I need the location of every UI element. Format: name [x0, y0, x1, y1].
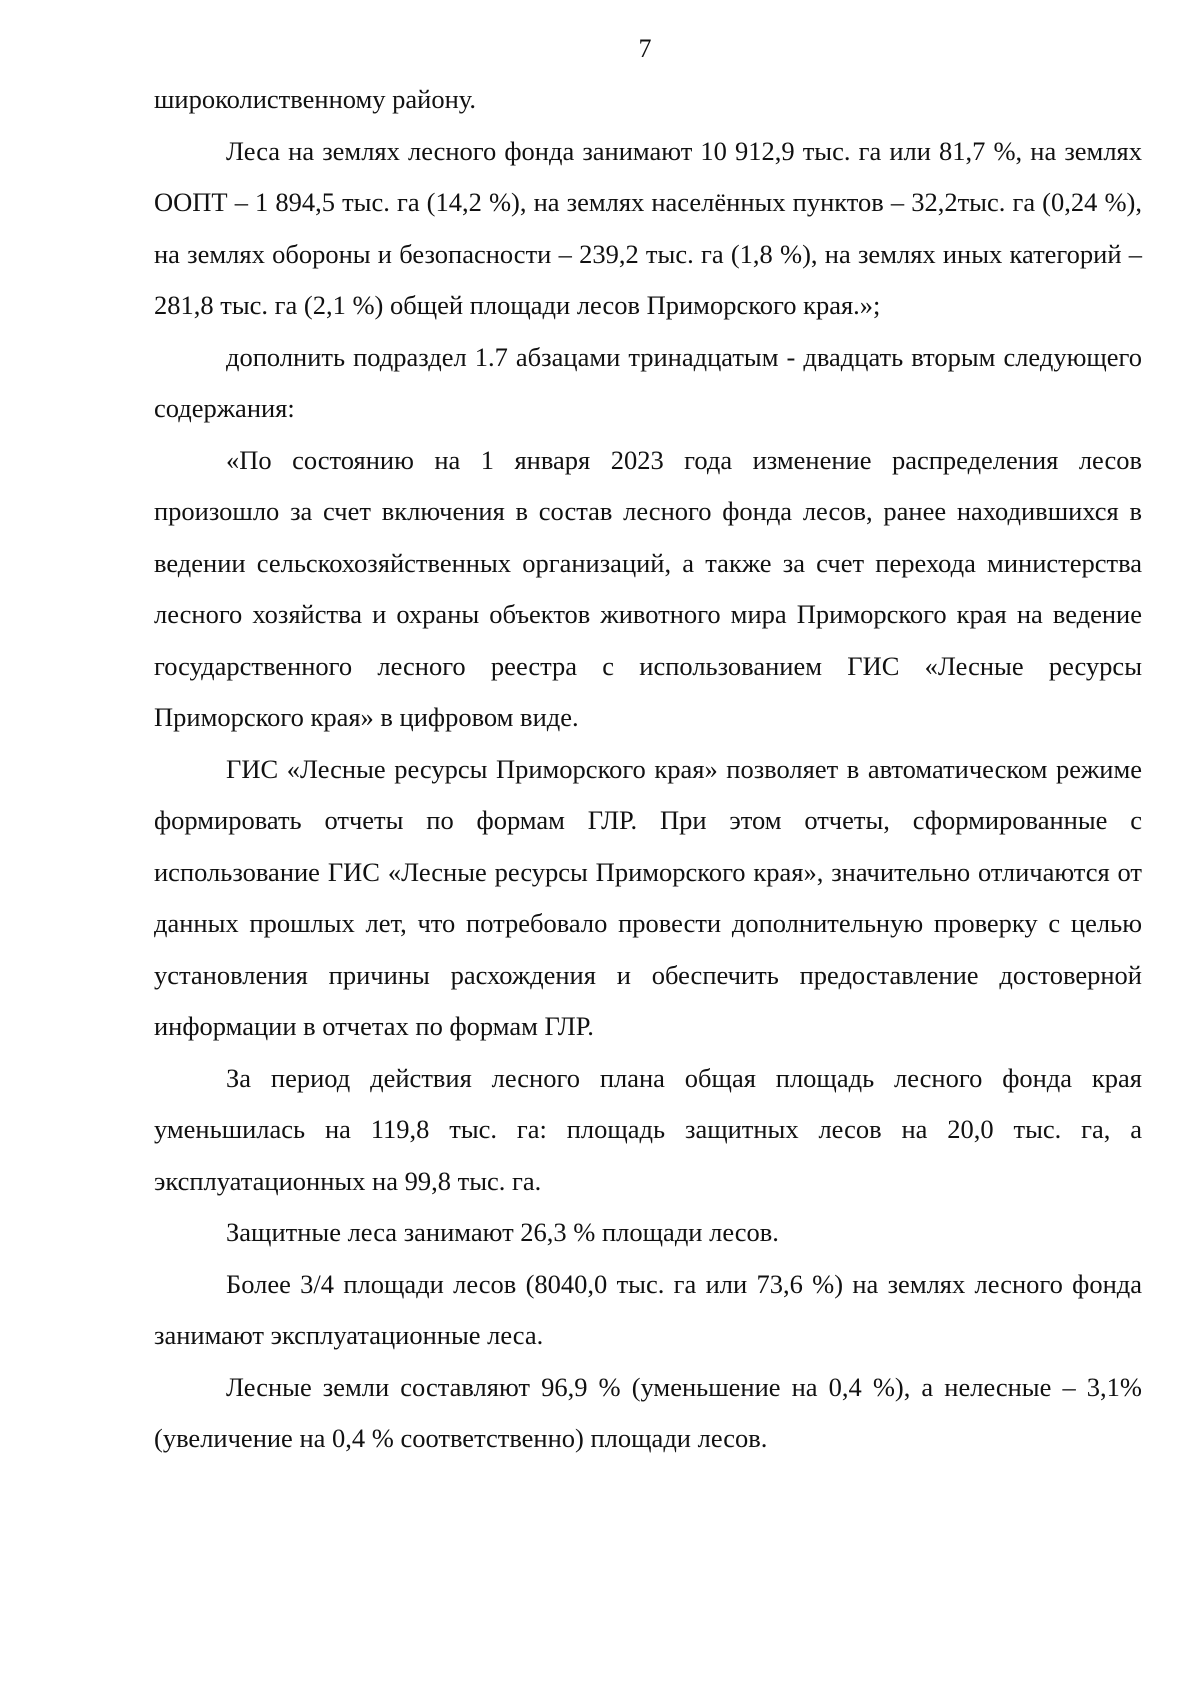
- paragraph-forest-lands: Леса на землях лесного фонда занимают 10 912,9 тыс. га или 81,7 %, на землях ООПТ – 1 894,5 тыс. га (14,2 %), на землях населённых пунктов – 32,2тыс. га (0,24 %), на землях обороны и безопасности – 239,2 тыс. га (1,8 %), на землях иных категорий – 281,8 тыс. га (2,1 %) общей площади лесов Приморского края.»;: [154, 135, 1142, 320]
- paragraph-gis-reports: ГИС «Лесные ресурсы Приморского края» позволяет в автоматическом режиме формировать отчеты по формам ГЛР. При этом отчеты, сформированные с использование ГИС «Лесные ресурсы Приморского края», значительно отличаются от данных прошлых лет, что потребовало провести дополнительную проверку с целью установления причины расхождения и обеспечить предоставление достоверной информации в отчетах по формам ГЛР.: [154, 753, 1142, 1041]
- paragraph-amendment: дополнить подраздел 1.7 абзацами тринадцатым - двадцать вторым следующего содержания:: [154, 341, 1142, 423]
- paragraph-protective-forests: Защитные леса занимают 26,3 % площади лесов.: [226, 1217, 779, 1247]
- document-body: [154, 74, 1142, 1465]
- page-number: 7: [638, 34, 652, 63]
- paragraph-distribution-change: «По состоянию на 1 января 2023 года изменение распределения лесов произошло за счет включения в состав лесного фонда лесов, ранее находившихся в ведении сельскохозяйственных организаций, а также за счет перехода министерства лесного хозяйства и охраны объектов животного мира Приморского края на ведение государственного лесного реестра с использованием ГИС «Лесные ресурсы Приморского края» в цифровом виде.: [154, 444, 1142, 732]
- paragraph-forest-land-share: Лесные земли составляют 96,9 % (уменьшение на 0,4 %), а нелесные – 3,1% (увеличение на 0,4 % соответственно) площади лесов.: [154, 1371, 1142, 1453]
- paragraph-area-decrease: За период действия лесного плана общая площадь лесного фонда края уменьшилась на 119,8 тыс. га: площадь защитных лесов на 20,0 тыс. га, а эксплуатационных на 99,8 тыс. га.: [154, 1062, 1142, 1196]
- paragraph-exploitation-forests: Более 3/4 площади лесов (8040,0 тыс. га или 73,6 %) на землях лесного фонда занимают эксплуатационные леса.: [154, 1268, 1142, 1350]
- paragraph-continuation: широколиственному району.: [154, 84, 476, 114]
